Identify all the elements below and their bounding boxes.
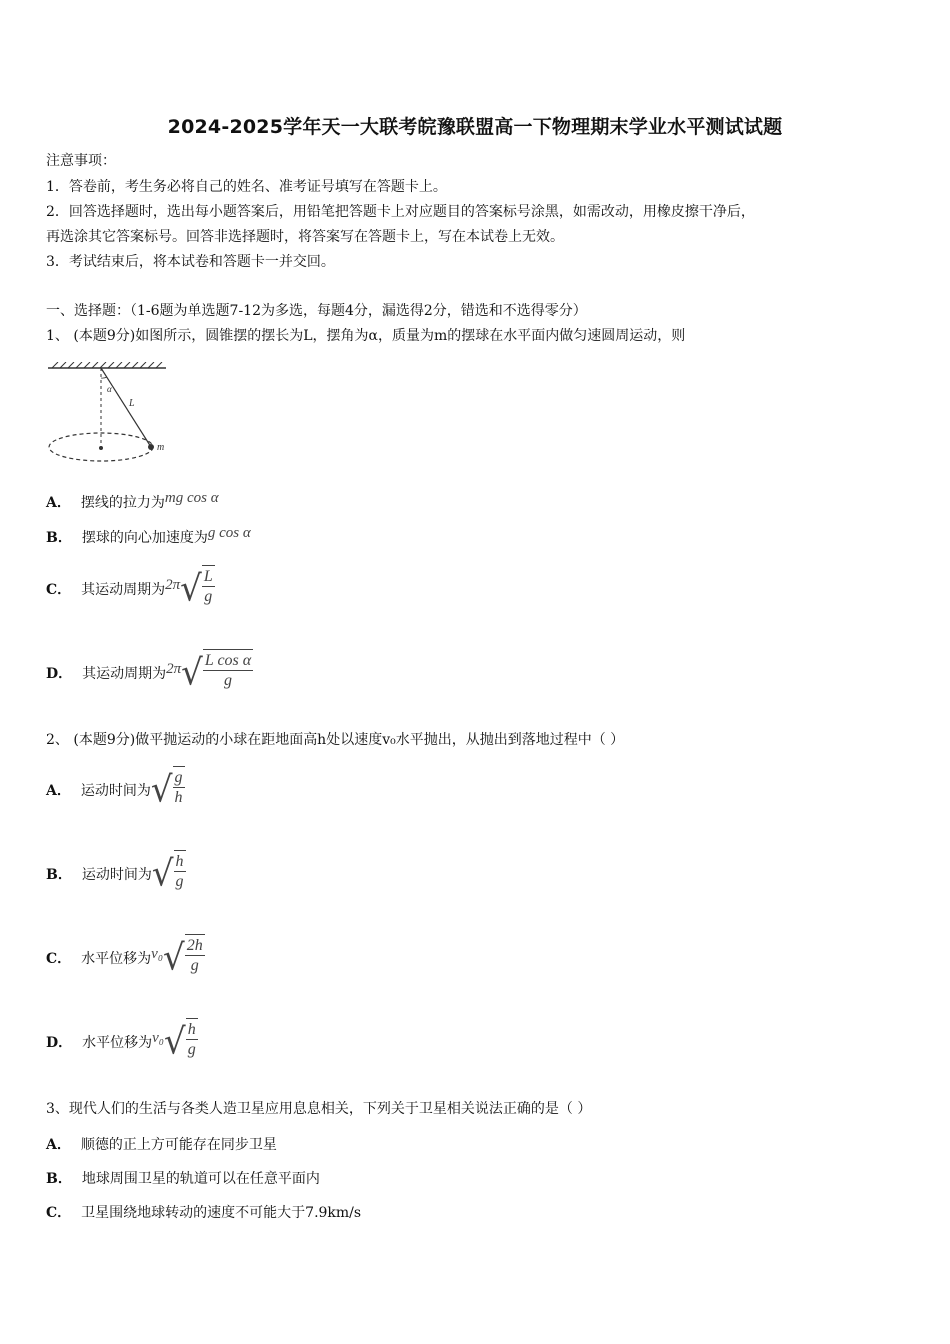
section-heading: 一、选择题：（1-6题为单选题7-12为多选，每题4分，漏选得2分，错选和不选得零分） <box>46 303 587 319</box>
notice-item: 2．回答选择题时，选出每小题答案后，用铅笔把答题卡上对应题目的答案标号涂黑，如需改动，用橡皮擦干净后， <box>46 204 755 220</box>
length-label: L <box>129 398 135 409</box>
q2-option-c: C． 水平位移为 v₀ √ $\frac{2h}{g}$ <box>46 932 205 984</box>
question-1-stem: 1、 (本题9分)如图所示，圆锥摆的摆长为L，摆角为α，质量为m的摆球在水平面内做匀速圆周运动，则 <box>46 328 686 344</box>
notice-item: 3．考试结束后，将本试卷和答题卡一并交回。 <box>46 254 335 270</box>
mass-label: m <box>157 442 165 453</box>
page-title: 2024-2025学年天一大联考皖豫联盟高一下物理期末学业水平测试试题 <box>167 116 783 138</box>
q1-option-b: B． 摆球的向心加速度为 g cos α <box>46 524 251 546</box>
q2-option-d: D． 水平位移为 v₀ √ $\frac{h}{g}$ <box>46 1016 198 1068</box>
question-2-stem: 2、 (本题9分)做平抛运动的小球在距地面高h处以速度v₀水平抛出，从抛出到落地过程中（ ） <box>46 732 625 748</box>
question-3-stem: 3、现代人们的生活与各类人造卫星应用息息相关，下列关于卫星相关说法正确的是（ ） <box>46 1101 592 1117</box>
math-expression: mg cos α <box>164 489 219 506</box>
q3-option-b: B． 地球周围卫星的轨道可以在任意平面内 <box>46 1171 320 1187</box>
notice-item: 再选涂其它答案标号。回答非选择题时，将答案写在答题卡上，写在本试卷上无效。 <box>46 229 564 245</box>
q1-option-d: D． 其运动周期为 2π √ $\frac{\text{L cos α}}{g}$ <box>46 647 253 699</box>
q3-option-c: C． 卫星围绕地球转动的速度不可能大于7.9km/s <box>46 1205 362 1221</box>
q1-option-c: C． 其运动周期为 2π √ $\frac{L}{g}$ <box>46 563 215 615</box>
notice-item: 1．答卷前，考生务必将自己的姓名、准考证号填写在答题卡上。 <box>46 179 447 195</box>
alpha-label: α <box>107 384 112 394</box>
q2-option-b: B． 运动时间为 √ $\frac{h}{g}$ <box>46 848 186 900</box>
notice-heading: 注意事项： <box>46 153 116 169</box>
q1-option-a: A． 摆线的拉力为 mg cos α <box>46 489 219 511</box>
conical-pendulum-figure <box>44 362 174 470</box>
q3-option-a: A． 顺德的正上方可能存在同步卫星 <box>46 1137 277 1153</box>
math-expression: g cos α <box>207 524 251 541</box>
q2-option-a: A． 运动时间为 √ $\frac{g}{h}$ <box>46 764 185 816</box>
